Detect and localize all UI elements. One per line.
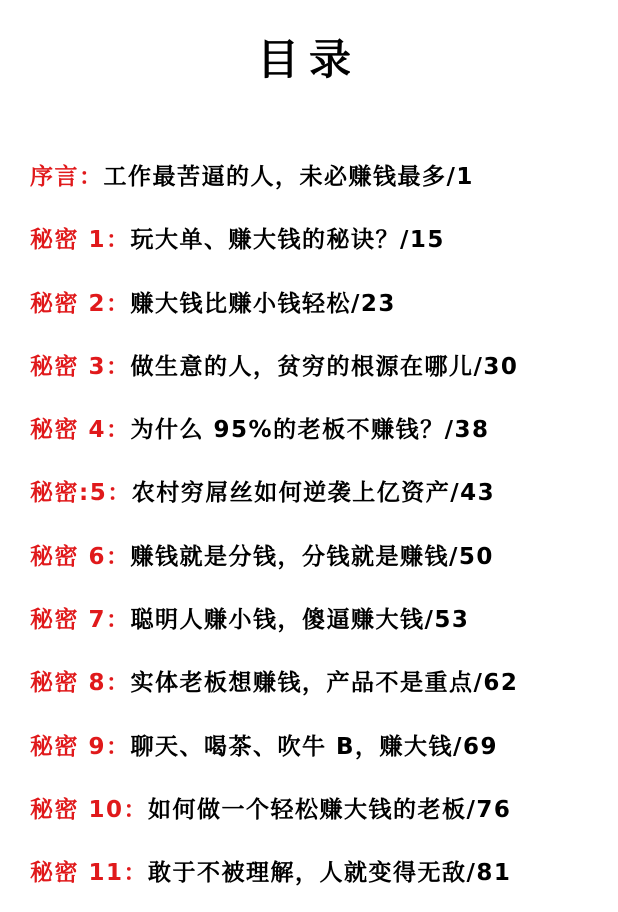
- toc-entry-preface[interactable]: [30, 152, 610, 215]
- toc-entry-secret-5[interactable]: [30, 468, 610, 531]
- toc-entry-text: 做生意的人，贫穷的根源在哪儿/30: [130, 353, 519, 380]
- toc-entry-label: 秘密 10：: [30, 796, 149, 823]
- toc-entry-label: 秘密 11：: [30, 860, 149, 887]
- toc-entry-text: 农村穷屌丝如何逆袭上亿资产/43: [131, 480, 496, 507]
- toc-entry-text: 赚大钱比赚小钱轻松/23: [130, 290, 396, 317]
- toc-entry-secret-11[interactable]: [30, 848, 610, 911]
- toc-entry-secret-1[interactable]: [30, 215, 610, 278]
- toc-entry-secret-6[interactable]: [30, 532, 610, 595]
- toc-entry-label: 秘密 1：: [30, 227, 131, 254]
- toc-entry-label: 秘密 9：: [30, 733, 131, 760]
- toc-entry-text: 如何做一个轻松赚大钱的老板/76: [148, 796, 512, 823]
- toc-list: [30, 152, 610, 912]
- toc-entry-label: 秘密 7：: [30, 607, 131, 634]
- toc-entry-label: 秘密 6：: [30, 543, 131, 570]
- toc-entry-label: 序言：: [30, 164, 104, 190]
- toc-entry-label: 秘密:5：: [30, 480, 132, 507]
- toc-entry-text: 赚钱就是分钱，分钱就是赚钱/50: [130, 543, 494, 570]
- toc-entry-label: 秘密 3：: [30, 353, 131, 380]
- toc-entry-text: 为什么 95%的老板不赚钱？/38: [130, 417, 490, 444]
- toc-entry-label: 秘密 2：: [30, 290, 131, 317]
- toc-entry-text: 工作最苦逼的人，未必赚钱最多/1: [103, 164, 474, 190]
- toc-entry-label: 秘密 8：: [30, 670, 131, 697]
- toc-entry-secret-9[interactable]: [30, 722, 610, 785]
- toc-entry-label: 秘密 4：: [30, 417, 131, 444]
- toc-entry-text: 玩大单、赚大钱的秘诀？/15: [130, 227, 445, 254]
- toc-entry-secret-4[interactable]: [30, 405, 610, 468]
- page-title: 目录: [256, 35, 361, 84]
- toc-entry-text: 敢于不被理解，人就变得无敌/81: [148, 860, 512, 887]
- toc-entry-secret-8[interactable]: [30, 658, 610, 721]
- toc-entry-secret-3[interactable]: [30, 342, 610, 405]
- toc-entry-secret-2[interactable]: [30, 279, 610, 342]
- toc-entry-text: 实体老板想赚钱，产品不是重点/62: [130, 670, 519, 697]
- toc-entry-secret-10[interactable]: [30, 785, 610, 848]
- toc-entry-text: 聊天、喝茶、吹牛 B，赚大钱/69: [130, 733, 498, 760]
- toc-entry-text: 聪明人赚小钱，傻逼赚大钱/53: [130, 607, 470, 634]
- toc-entry-secret-7[interactable]: [30, 595, 610, 658]
